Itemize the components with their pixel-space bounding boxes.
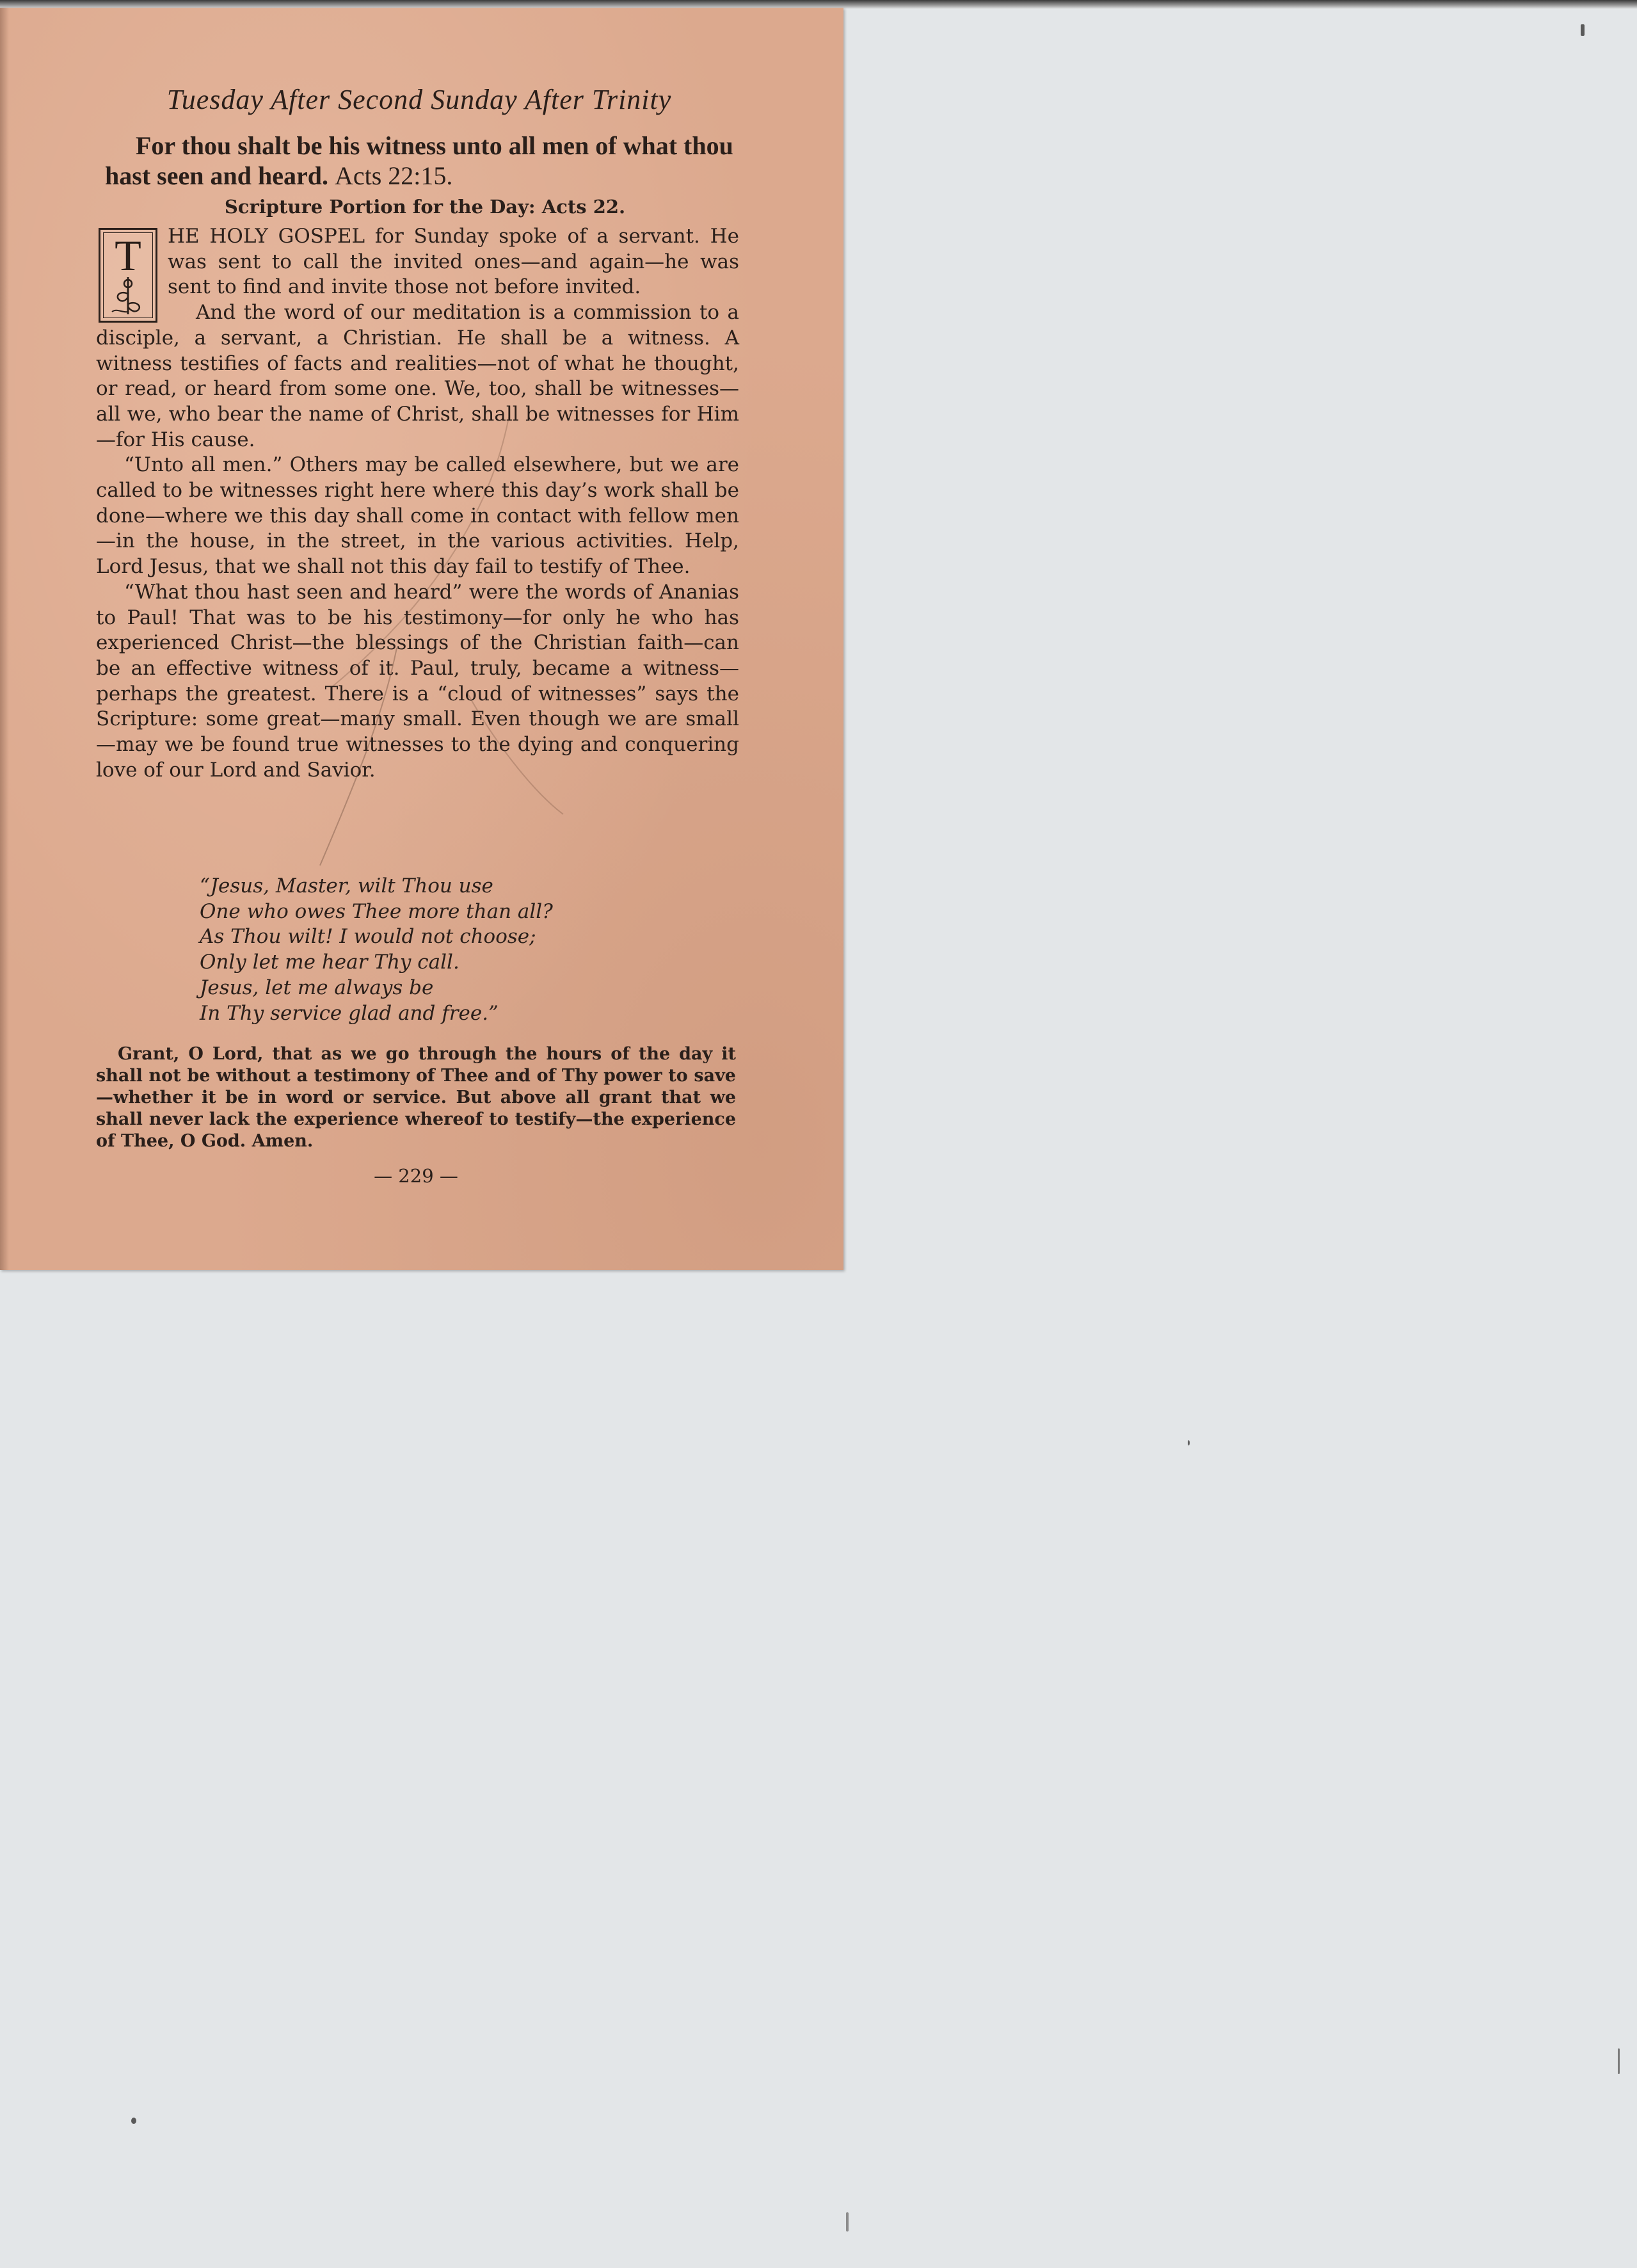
page-left-edge <box>0 8 9 1270</box>
paragraph-2: And the word of our meditation is a commission to a disciple, a servant, a Christian. He shall be a witness. A witness testifies of facts and realities—not of what he thought, or read, or heard from some one. We, too, shall be witnesses—all we, who bear the name of Christ, shall be witnesses for Him—for His cause. <box>96 301 739 451</box>
hymn-line: “Jesus, Master, wilt Thou use <box>200 874 493 897</box>
paragraph-4: “What thou hast seen and heard” were the words of Ananias to Paul! That was to be his testimony—for only he who has experienced Christ—the blessings of the Christian faith—can be an effective witness of it. Paul, truly, became a witness—perhaps the greatest. There is a “cloud of witnesses” says the Scripture: some great—many small. Even though we are small—may we be found true witnesses to the dying and conquering love of our Lord and Savior. <box>96 580 739 782</box>
dust-speck <box>131 2118 136 2124</box>
paper-crease <box>0 8 843 1270</box>
dust-speck <box>846 2212 849 2232</box>
dropcap-letter: T <box>115 231 141 280</box>
verse-reference: Acts 22:15. <box>334 161 453 190</box>
page-number: — 229 — <box>374 1165 458 1187</box>
dust-speck <box>1188 1440 1190 1445</box>
verse-text: For thou shalt be his witness unto all men of what thou hast seen and heard. <box>105 131 733 190</box>
closing-prayer: Grant, O Lord, that as we go through the hours of the day it shall not be without a testimony of Thee and of Thy power to save—whether it be in word or service. But above all grant that we shall never lack the experience whereof to testify—the experience of Thee, O God. Amen. <box>96 1044 736 1151</box>
hymn-line: In Thy service glad and free.” <box>200 1001 499 1025</box>
book-page <box>0 8 843 1270</box>
hymn-line: As Thou wilt! I would not choose; <box>200 925 536 949</box>
scripture-portion: Scripture Portion for the Day: Acts 22. <box>224 196 626 218</box>
page-title: Tuesday After Second Sunday After Trinity <box>166 84 672 115</box>
paragraph-3: “Unto all men.” Others may be called elsewhere, but we are called to be witnesses right here where this day’s work shall be done—where we this day shall come in contact with fellow men—in the house, in the street, in the various activities. Help, Lord Jesus, that we shall not this day fail to testify of Thee. <box>96 453 739 579</box>
paragraph-1: T HE HOLY GOSPEL for Sunday spoke of a servant. He was sent to call the invited ones—and again—he was sent to find and invite those not before invited. <box>96 224 739 300</box>
hymn-line: One who owes Thee more than all? <box>200 899 553 923</box>
hymn-line: Only let me hear Thy call. <box>200 951 459 974</box>
dust-speck <box>1581 24 1585 36</box>
hymn-line: Jesus, let me always be <box>200 976 434 999</box>
dust-speck <box>1618 2048 1620 2074</box>
